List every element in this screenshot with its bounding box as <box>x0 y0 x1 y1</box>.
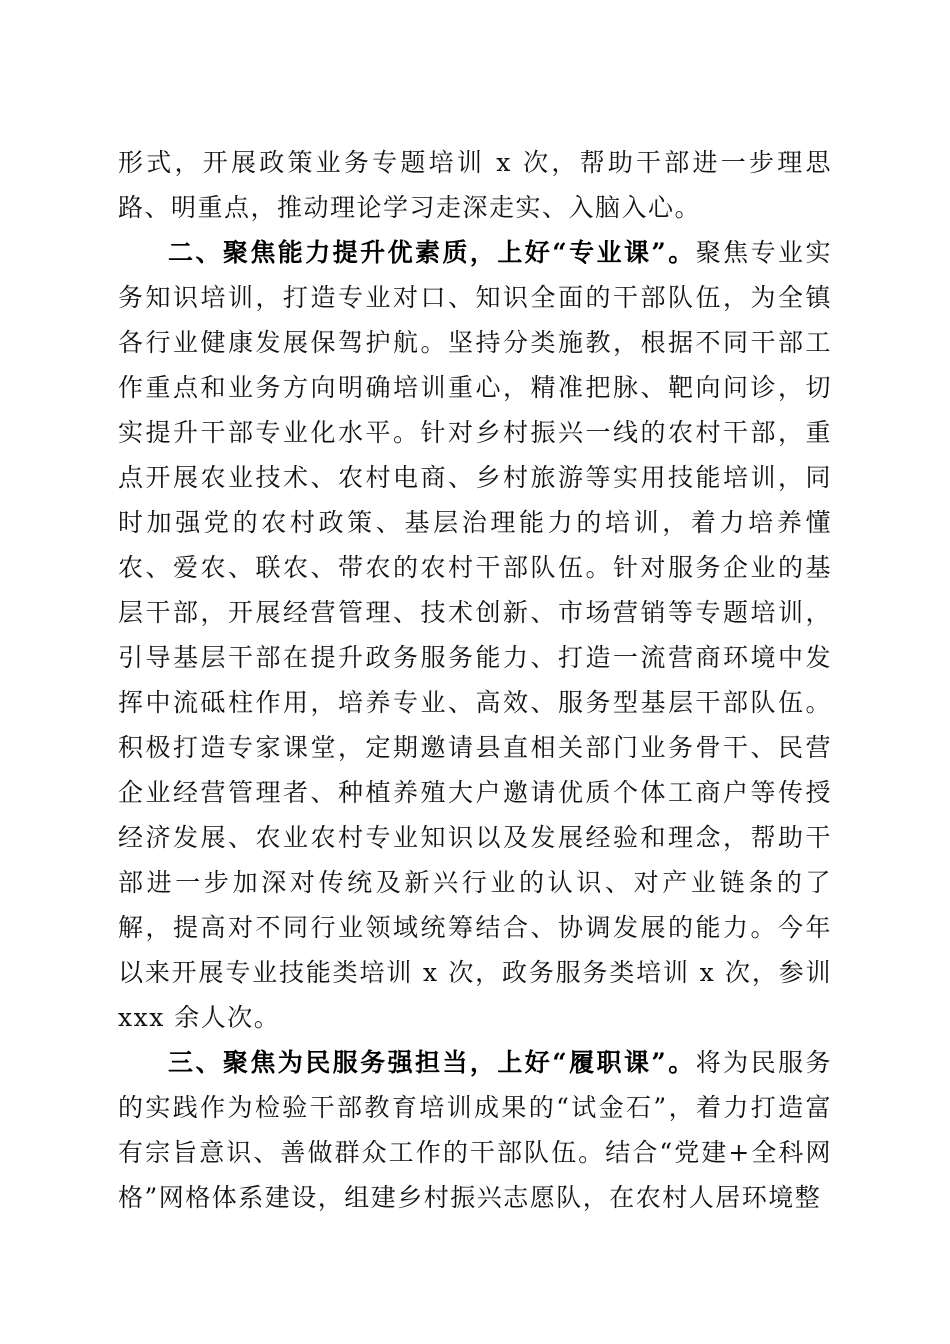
paragraph-text: 形式，开展政策业务专题培训 x 次，帮助干部进一步理思路、明重点，推动理论学习走深走实、入脑入心。 <box>118 148 832 222</box>
document-body <box>118 140 832 1220</box>
paragraph-continuation <box>118 140 832 230</box>
section-3-body: 将为民服务的实践作为检验干部教育培训成果的“试金石”，着力打造富有宗旨意识、善做群众工作的干部队伍。结合“党建+全科网格”网格体系建设，组建乡村振兴志愿队，在农村人居环境整 <box>118 1048 832 1212</box>
paragraph-section-3 <box>118 1040 832 1220</box>
paragraph-section-2 <box>118 230 832 1040</box>
section-3-heading: 三、聚焦为民服务强担当，上好“履职课”。 <box>168 1048 696 1077</box>
section-2-heading: 二、聚焦能力提升优素质，上好“专业课”。 <box>168 238 696 267</box>
section-2-body: 聚焦专业实务知识培训，打造专业对口、知识全面的干部队伍，为全镇各行业健康发展保驾护航。坚持分类施教，根据不同干部工作重点和业务方向明确培训重心，精准把脉、靶向问诊，切实提升干部专业化水平。针对乡村振兴一线的农村干部，重点开展农业技术、农村电商、乡村旅游等实用技能培训，同时加强党的农村政策、基层治理能力的培训，着力培养懂农、爱农、联农、带农的农村干部队伍。针对服务企业的基层干部，开展经营管理、技术创新、市场营销等专题培训，引导基层干部在提升政务服务能力、打造一流营商环境中发挥中流砥柱作用，培养专业、高效、服务型基层干部队伍。积极打造专家课堂，定期邀请县直相关部门业务骨干、民营企业经营管理者、种植养殖大户邀请优质个体工商户等传授经济发展、农业农村专业知识以及发展经验和理念，帮助干部进一步加深对传统及新兴行业的认识、对产业链条的了解，提高对不同行业领域统筹结合、协调发展的能力。今年以来开展专业技能类培训 x 次，政务服务类培训 x 次，参训 xxx 余人次。 <box>118 238 832 1032</box>
